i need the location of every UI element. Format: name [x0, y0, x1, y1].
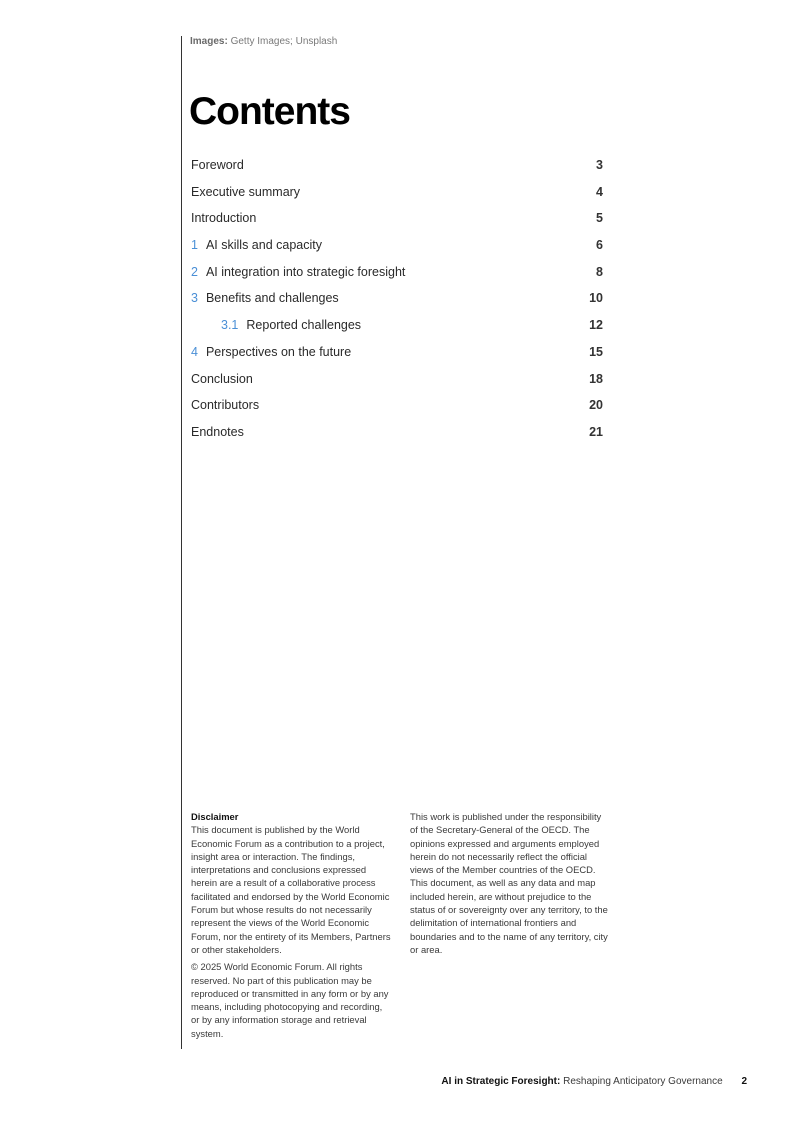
oecd-notice-text: This work is published under the responsibility of the Secretary-General of the OECD. The opinions expressed and arguments employed herein do not necessarily reflect the official views of the Member countries of the OECD. This document, as well as any data and map included herein, are without prejudice to the status of or sovereignty over any territory, to the delimitation of international frontiers and boundaries and to the name of any territory, city or area. — [410, 811, 608, 955]
image-credits — [190, 36, 337, 47]
toc-entry-number: 3 — [191, 291, 198, 306]
table-of-contents — [191, 158, 603, 452]
toc-entry-page: 5 — [596, 211, 603, 226]
toc-entry-page: 18 — [589, 371, 603, 386]
copyright-text: © 2025 World Economic Forum. All rights reserved. No part of this publication may be reproduced or transmitted in any form or by any means, including photocopying and recording, or by any information storage and retrieval system. — [191, 961, 389, 1039]
toc-entry[interactable] — [191, 318, 603, 345]
toc-entry-page: 6 — [596, 238, 603, 253]
toc-entry-page: 20 — [589, 398, 603, 413]
toc-entry-number: 3.1 — [221, 318, 239, 333]
disclaimer-heading: Disclaimer — [191, 811, 239, 822]
margin-rule — [181, 36, 182, 1049]
toc-entry-label: AI skills and capacity — [205, 238, 322, 253]
oecd-notice-block — [410, 810, 610, 956]
disclaimer-block — [191, 810, 391, 1040]
toc-entry-label: Conclusion — [191, 371, 253, 386]
toc-entry-page: 21 — [589, 424, 603, 439]
toc-entry[interactable] — [191, 211, 603, 238]
page-title: Contents — [189, 90, 350, 133]
toc-entry[interactable] — [191, 425, 603, 452]
toc-entry-page: 4 — [596, 184, 603, 199]
toc-entry-label: Contributors — [191, 398, 260, 413]
toc-entry-label: Benefits and challenges — [205, 291, 339, 306]
toc-entry-label: Foreword — [191, 158, 244, 172]
toc-entry[interactable] — [191, 238, 603, 265]
toc-entry-label: Endnotes — [191, 424, 244, 439]
image-credits-text: Getty Images; Unsplash — [230, 36, 338, 47]
toc-entry-number: 1 — [191, 238, 198, 253]
toc-entry-label: Perspectives on the future — [205, 344, 352, 359]
toc-entry-page: 10 — [589, 291, 603, 306]
disclaimer-text: This document is published by the World Economic Forum as a contribution to a project, insight area or interaction. The findings, interpretations and conclusions expressed herein are a result of a collaborative process facilitated and endorsed by the World Economic Forum but whose results do not necessarily represent the views of the World Economic Forum, nor the entirety of its Members, Partners or other stakeholders. — [191, 824, 391, 955]
toc-entry-label: Reported challenges — [246, 318, 362, 333]
toc-entry-page: 8 — [596, 264, 603, 279]
page-footer — [441, 1076, 747, 1087]
page-number: 2 — [741, 1076, 747, 1087]
image-credits-label: Images: — [190, 36, 228, 47]
toc-entry-label: AI integration into strategic foresight — [205, 264, 406, 279]
toc-entry-label: Executive summary — [191, 184, 301, 199]
toc-entry-number: 4 — [191, 344, 198, 359]
toc-entry-page: 12 — [589, 318, 603, 333]
toc-entry[interactable] — [191, 372, 603, 399]
footer-title-bold: AI in Strategic Foresight: — [441, 1076, 561, 1087]
toc-entry[interactable] — [191, 158, 603, 185]
toc-entry[interactable] — [191, 291, 603, 318]
toc-entry-page: 15 — [589, 344, 603, 359]
toc-entry-label: Introduction — [191, 211, 257, 226]
toc-entry-number: 2 — [191, 264, 198, 279]
toc-entry[interactable] — [191, 185, 603, 212]
toc-entry[interactable] — [191, 398, 603, 425]
footer-title-rest: Reshaping Anticipatory Governance — [563, 1076, 723, 1087]
toc-entry[interactable] — [191, 265, 603, 292]
toc-entry[interactable] — [191, 345, 603, 372]
toc-entry-page: 3 — [596, 158, 603, 172]
